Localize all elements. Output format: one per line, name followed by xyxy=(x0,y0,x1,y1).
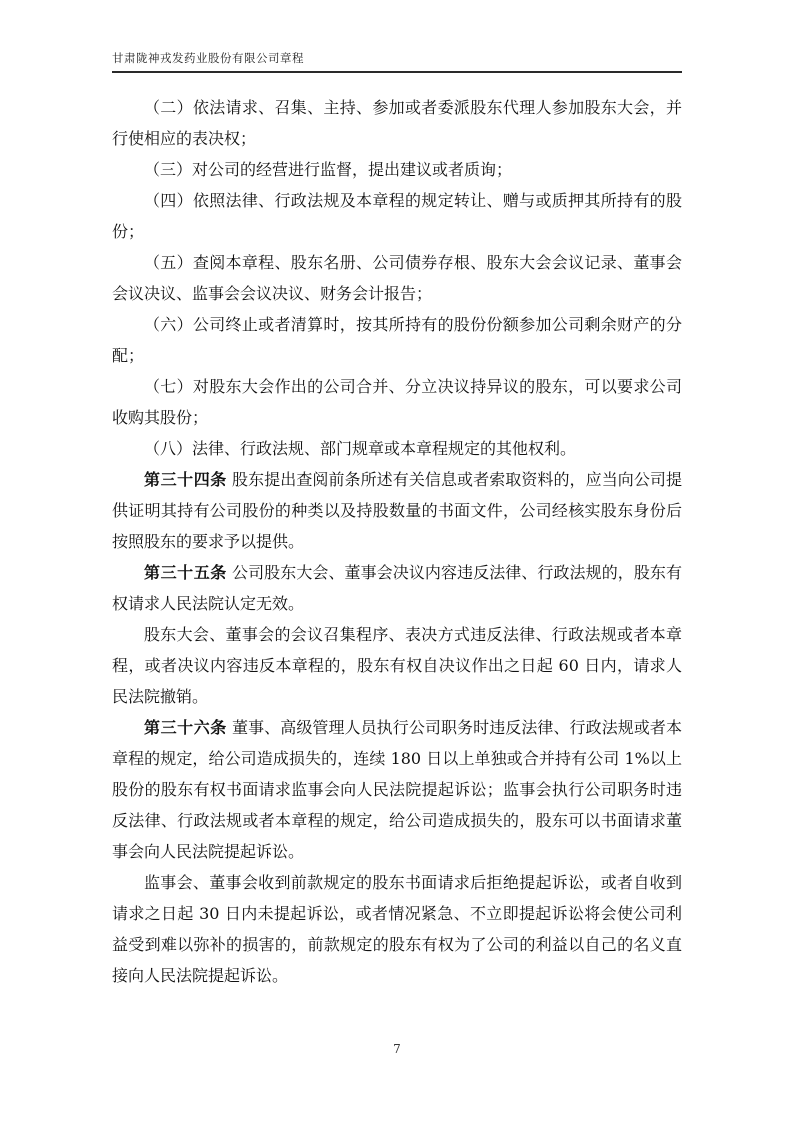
paragraph: 第三十六条 董事、高级管理人员执行公司职务时违反法律、行政法规或者本章程的规定，给公司造成损失的，连续 180 日以上单独或合并持有公司 1%以上股份的股东有权书面请求监事会向人民法院提起诉讼；监事会执行公司职务时违反法律、行政法规或者本章程的规定，给公司造成损失的，股东可以书面请求董事会向人民法院提起诉讼。 xyxy=(112,718,682,861)
paragraph: 监事会、董事会收到前款规定的股东书面请求后拒绝提起诉讼，或者自收到请求之日起 30 日内未提起诉讼，或者情况紧急、不立即提起诉讼将会使公司利益受到难以弥补的损害的，前款规定的股东有权为了公司的利益以自己的名义直接向人民法院提起诉讼。 xyxy=(112,873,682,985)
paragraph: 第三十五条 公司股东大会、董事会决议内容违反法律、行政法规的，股东有权请求人民法院认定无效。 xyxy=(112,563,682,613)
paragraph: （六）公司终止或者清算时，按其所持有的股份份额参加公司剩余财产的分配； xyxy=(112,315,682,365)
paragraph: （三）对公司的经营进行监督，提出建议或者质询； xyxy=(144,160,513,179)
page-number: 7 xyxy=(393,1042,401,1056)
paragraph: （四）依照法律、行政法规及本章程的规定转让、赠与或质押其所持有的股份； xyxy=(112,191,682,241)
paragraph: （七）对股东大会作出的公司合并、分立决议持异议的股东，可以要求公司收购其股份； xyxy=(112,377,682,427)
header-title: 甘肃陇神戎发药业股份有限公司章程 xyxy=(112,51,304,65)
article-number: 第三十六条 xyxy=(144,718,227,737)
paragraph: 股东大会、董事会的会议召集程序、表决方式违反法律、行政法规或者本章程，或者决议内容违反本章程的，股东有权自决议作出之日起 60 日内，请求人民法院撤销。 xyxy=(112,625,682,706)
header-divider xyxy=(112,71,682,73)
document-body xyxy=(112,92,682,991)
paragraph: 第三十四条 股东提出查阅前条所述有关信息或者索取资料的，应当向公司提供证明其持有公司股份的种类以及持股数量的书面文件，公司经核实股东身份后按照股东的要求予以提供。 xyxy=(112,470,682,551)
page-footer xyxy=(0,1038,794,1057)
paragraph: （五）查阅本章程、股东名册、公司债券存根、股东大会会议记录、董事会会议决议、监事会会议决议、财务会计报告； xyxy=(112,253,682,303)
page-header xyxy=(112,50,682,73)
paragraph: （八）法律、行政法规、部门规章或本章程规定的其他权利。 xyxy=(144,439,577,458)
article-number: 第三十五条 xyxy=(144,563,227,582)
paragraph: （二）依法请求、召集、主持、参加或者委派股东代理人参加股东大会，并行使相应的表决权； xyxy=(112,98,682,148)
article-number: 第三十四条 xyxy=(144,470,227,489)
